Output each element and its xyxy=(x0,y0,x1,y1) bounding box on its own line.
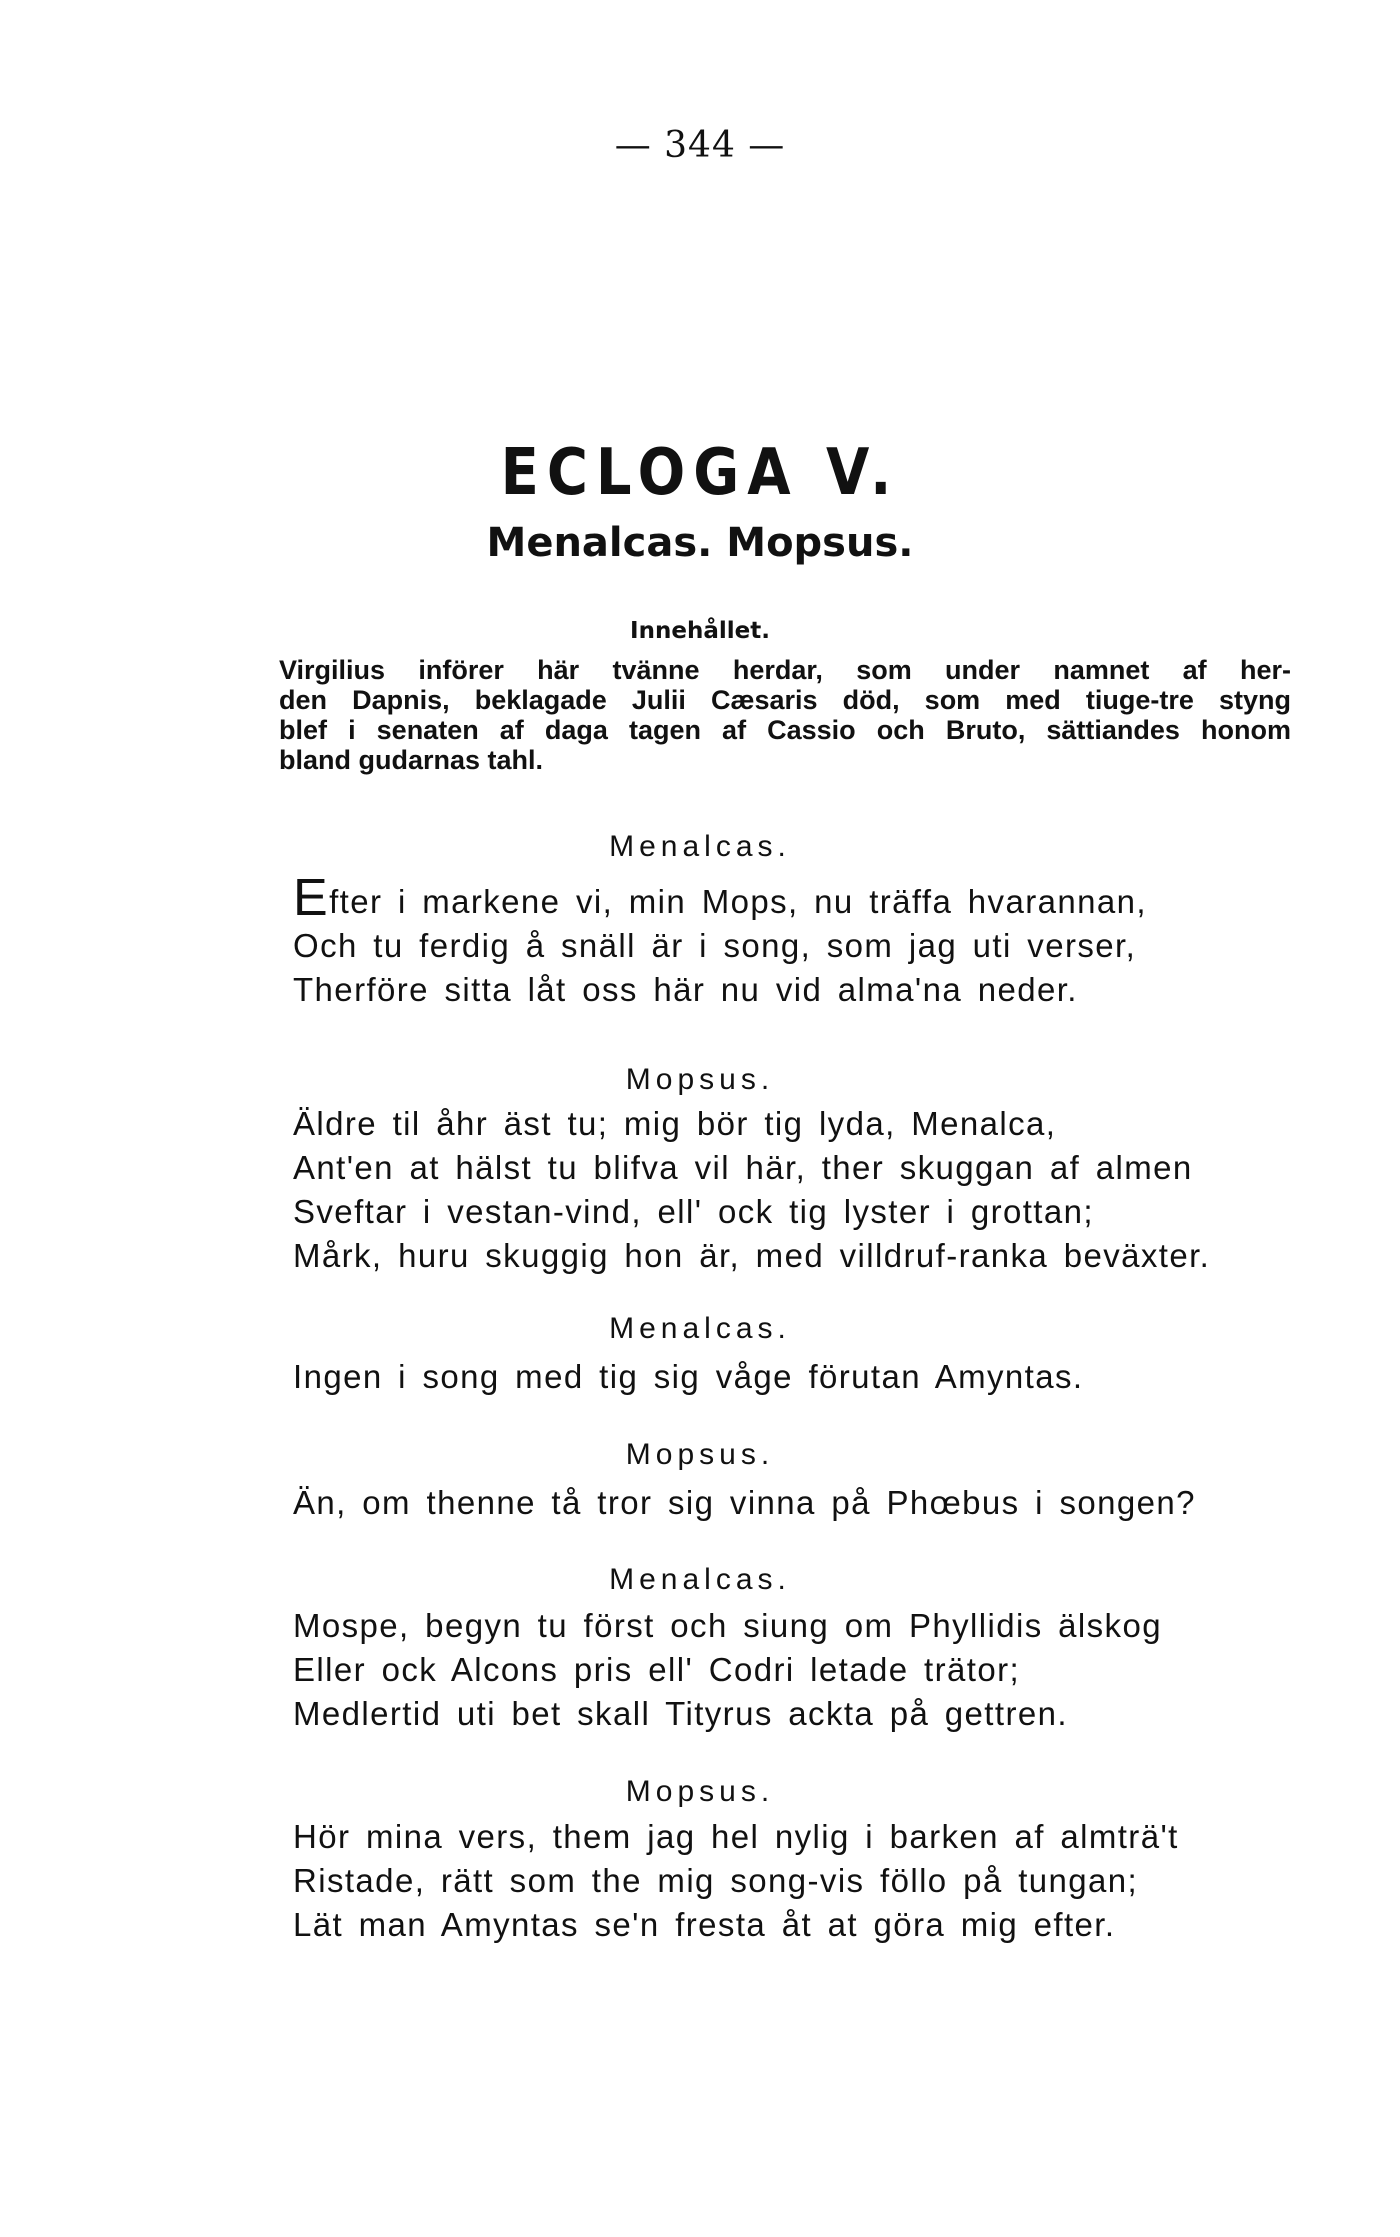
verse-line: Ant'en at hälst tu blifva vil här, ther skuggan af almen xyxy=(293,1149,1193,1186)
eclogue-title: ECLOGA V. xyxy=(500,435,900,510)
speaker-heading: Menalcas. xyxy=(609,830,791,863)
verse-stanza xyxy=(293,1102,1210,1278)
summary-line: Virgilius införer här tvänne herdar, som under namnet af her- xyxy=(279,655,1291,685)
speaker-heading: Mopsus. xyxy=(625,1063,775,1096)
verse-stanza xyxy=(293,1815,1179,1947)
speaker-heading: Menalcas. xyxy=(609,1312,791,1345)
verse-line: Mospe, begyn tu först och siung om Phyllidis älskog xyxy=(293,1607,1162,1644)
verse-line: Therföre sitta låt oss här nu vid alma'na neder. xyxy=(293,971,1078,1008)
verse-stanza xyxy=(293,1355,1083,1399)
verse-line: Medlertid uti bet skall Tityrus ackta på gettren. xyxy=(293,1695,1068,1732)
verse-line: Lät man Amyntas se'n fresta åt at göra mig efter. xyxy=(293,1906,1116,1943)
summary-line: den Dapnis, beklagade Julii Cæsaris död, som med tiuge-tre styng xyxy=(279,685,1291,715)
verse-stanza xyxy=(293,869,1147,1012)
contents-heading: Innehållet. xyxy=(630,618,770,644)
summary-line: blef i senaten af daga tagen af Cassio och Bruto, sättiandes honom xyxy=(279,715,1291,745)
verse-line: Sveftar i vestan-vind, ell' ock tig lyster i grottan; xyxy=(293,1193,1094,1230)
drop-capital: E xyxy=(293,869,330,927)
verse-line: Äldre til åhr äst tu; mig bör tig lyda, Menalca, xyxy=(293,1105,1057,1142)
eclogue-subtitle: Menalcas. Mopsus. xyxy=(486,520,914,566)
verse-stanza xyxy=(293,1481,1196,1525)
verse-line: Och tu ferdig å snäll är i song, som jag uti verser, xyxy=(293,927,1137,964)
verse-line: Eller ock Alcons pris ell' Codri letade trätor; xyxy=(293,1651,1021,1688)
verse-line: Ristade, rätt som the mig song-vis föllo på tungan; xyxy=(293,1862,1139,1899)
verse-line: Än, om thenne tå tror sig vinna på Phœbus i songen? xyxy=(293,1484,1196,1521)
page-number: — 344 — xyxy=(614,125,786,166)
speaker-heading: Mopsus. xyxy=(625,1775,775,1808)
verse-line xyxy=(293,869,1147,927)
verse-line: Ingen i song med tig sig våge förutan Amyntas. xyxy=(293,1358,1084,1395)
verse-stanza xyxy=(293,1604,1162,1736)
verse-line: Mårk, huru skuggig hon är, med villdruf-ranka beväxter. xyxy=(293,1237,1211,1274)
contents-summary xyxy=(279,655,1291,775)
summary-line: bland gudarnas tahl. xyxy=(279,745,544,775)
speaker-heading: Mopsus. xyxy=(625,1438,775,1471)
verse-line-text: fter i markene vi, min Mops, nu träffa hvarannan, xyxy=(329,883,1147,920)
verse-line: Hör mina vers, them jag hel nylig i barken af almträ't xyxy=(293,1818,1179,1855)
speaker-heading: Menalcas. xyxy=(609,1563,791,1596)
